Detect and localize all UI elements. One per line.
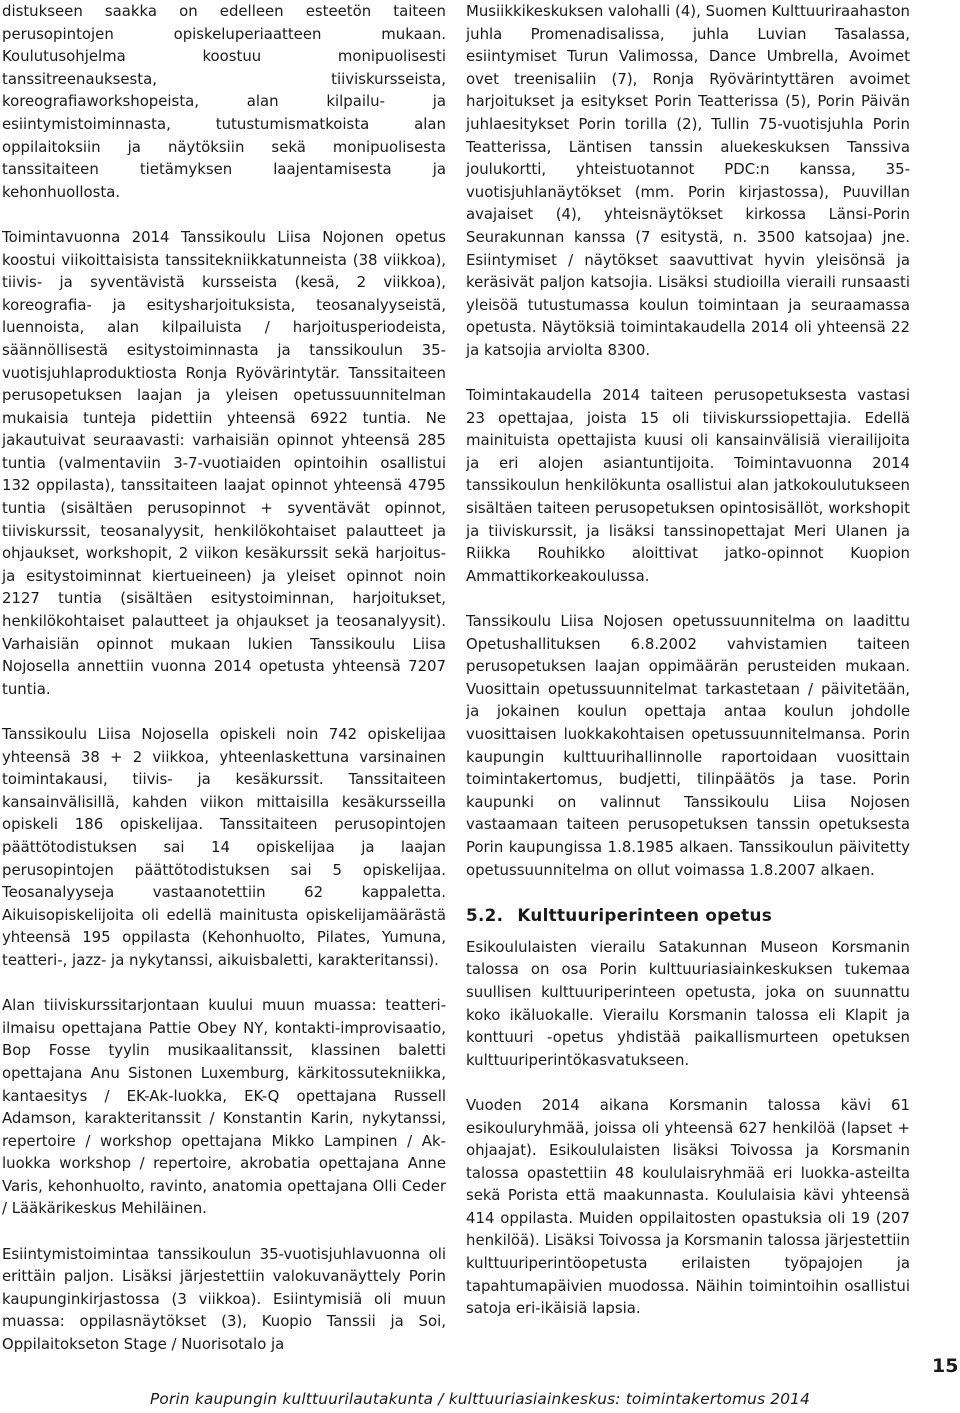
right-column: [466, 0, 910, 1320]
paragraph: distukseen saakka on edelleen esteetön taiteen perusopintojen opiskeluperiaatteen mukaan. Koulutusohjelma koostuu monipuolisesti tanssitreenauksesta, tiiviskursseista, koreografiaworkshopeista, alan kilpailu- ja esiintymistoiminnasta, tutustumismatkoista alan oppilaitoksiin ja näytöksiin sekä monipuolisesta tanssitaiteen tietämyksen laajentamisesta ja kehonhuollosta.: [2, 2, 446, 201]
page-number: 15: [932, 1355, 959, 1377]
left-column: [2, 0, 446, 1356]
paragraph: Tanssikoulu Liisa Nojosen opetussuunnitelma on laadittu Opetushallituksen 6.8.2002 vahvistamien taiteen perusopetuksen laajan oppimäärän perusteiden mukaan. Vuosittain opetussuunnitelmat tarkastetaan / päivitetään, ja jokainen koulun opettaja antaa koulun johdolle vuosittaisen luokkakohtaisen opetussuunnitelmansa. Porin kaupungin kulttuurihallinnolle raportoidaan vuosittain toimintakertomus, budjetti, tilinpäätös ja tase. Porin kaupunki on valinnut Tanssikoulu Liisa Nojosen vastaamaan taiteen perusopetuksen tanssin opetuksesta Porin kaupungissa 1.8.1985 alkaen. Tanssikoulun päivitetty opetussuunnitelma on ollut voimassa 1.8.2007 alkaen.: [466, 612, 910, 879]
page-footer: Porin kaupungin kulttuurilautakunta / kulttuuriasiainkeskus: toimintakertomus 2014: [149, 1390, 811, 1408]
paragraph: Musiikkikeskuksen valohalli (4), Suomen Kulttuuriraahaston juhla Promenadisalissa, juhla Luvian Tasalassa, esiintymiset Turun Valimossa, Dance Umbrella, Avoimet ovet treenisaliin (7), Ronja Ryövärintyttären avoimet harjoitukset ja esitykset Porin Teatterissa (5), Porin Päivän juhlaesitykset Porin torilla (2), Tullin 75-vuotisjuhla Porin Teatterissa, Läntisen tanssin aluekeskuksen Tanssiva joulukortti, yhteistuotannot PDC:n kanssa, 35-vuotisjuhlanäytökset (mm. Porin kirjastossa), Puuvillan avajaiset (4), yhteisnäytökset kirkossa Länsi-Porin Seurakunnan kanssa (7 esitystä, n. 3500 katsojaa) jne. Esiintymiset / näytökset saavuttivat hyvin yleisönsä ja keräsivät paljon katsojia. Lisäksi studioilla vieraili runsaasti yleisöä tutustumassa koulun toimintaan ja seuraamassa opetusta. Näytöksiä toimintakaudella 2014 oli yhteensä 22 ja katsojia arviolta 8300.: [466, 2, 910, 359]
paragraph: Vuoden 2014 aikana Korsmanin talossa kävi 61 esikouluryhmää, joissa oli yhteensä 627 henkilöä (lapset + ohjaajat). Esikoululaisten lisäksi Toivossa ja Korsmanin talossa opastettiin 48 koululaisryhmää eri luokka-asteilta sekä Porista että maakunnasta. Koululaisia kävi yhteensä 414 oppilasta. Muiden oppilaitosten opastuksia oli 19 (207 henkilöä). Lisäksi Toivossa ja Korsmanin talossa järjestettiin kulttuuriperintöopetusta erilaisten työpajojen ja tapahtumapäivien muodossa. Näihin toimintoihin osallistui satoja eri-ikäisiä lapsia.: [466, 1095, 910, 1318]
paragraph: Alan tiiviskurssitarjontaan kuului muun muassa: teatteri-ilmaisu opettajana Pattie Obey NY, kontakti-improvisaatio, Bop Fosse tyylin musikaalitanssit, klassinen baletti opettajana Anu Sistonen Luxemburg, kärkitossutekniikka, kantaesitys / EK-Ak-luokka, EK-Q opettajana Russell Adamson, karakteritanssit / Konstantin Karin, nykytanssi, repertoire / workshop opettajana Mikko Lampinen / Ak-luokka workshop / repertoire, akrobatia opettajana Anne Varis, kehonhuolto, ravinto, anatomia opettajana Olli Ceder / Lääkärikeskus Mehiläinen.: [2, 996, 446, 1218]
paragraph: Esiintymistoimintaa tanssikoulun 35-vuotisjuhlavuonna oli erittäin paljon. Lisäksi järjestettiin valokuvanäyttely Porin kaupunginkirjastossa (3 viikkoa). Esiintymisiä oli muun muassa: oppilasnäytökset (3), Kuopio Tanssii ja Soi, Oppilaitokseton Stage / Nuorisotalo ja: [2, 1244, 446, 1354]
section-number: 5.2.: [466, 904, 504, 925]
section-title: Kulttuuriperinteen opetus: [517, 904, 773, 925]
paragraph: Toimintavuonna 2014 Tanssikoulu Liisa Nojonen opetus koostui viikoittaisista tanssitekniikkatunneista (38 viikkoa), tiivis- ja syventävistä kursseista (kesä, 2 viikkoa), koreografia- ja esitysharjoituksista, teosanalyyseistä, luennoista, alan kilpailuista / harjoitusperiodeista, säännöllisestä esitystoiminnasta ja tanssikoulun 35-vuotisjuhlaproduktiosta Ronja Ryövärintytär. Tanssitaiteen perusopetuksen laajan ja yleisen opetussuunnitelman mukaisia tunteja pidettiin yhteensä 6922 tuntia. Ne jakautuivat seuraavasti: varhaisiän opinnot yhteensä 285 tuntia (valmentaviin 3-7-vuotiaiden opintoihin osallistui 132 oppilasta), tanssitaiteen laajat opinnot yhteensä 4795 tuntia (sisältäen perusopinnot + syventävät opinnot, tiiviskurssit, teosanalyysit, henkilökohtaiset palautteet ja ohjaukset, workshopit, 2 viikon kesäkurssit sekä harjoitus- ja esitystoiminnat kiertueineen) ja yleiset opinnot noin 2127 tuntia (sisältäen esitystoiminnan, harjoitukset, henkilökohtaiset palautteet ja ohjaukset ja teosanalyysit). Varhaisiän opinnot mukaan lukien Tanssikoulu Liisa Nojosella annettiin vuonna 2014 opetusta yhteensä 7207 tuntia.: [2, 227, 446, 698]
paragraph: Esikoululaisten vierailu Satakunnan Museon Korsmanin talossa on osa Porin kulttuuriasiainkeskuksen tukemaa suullisen kulttuuriperinteen opetusta, joka on suunnattu koko ikäluokalle. Vierailu Korsmanin talossa eli Klapit ja konttuuri -opetus yhdistää paikallismurteen opetuksen kulttuuriperintökasvatukseen.: [466, 937, 910, 1069]
paragraph: Tanssikoulu Liisa Nojosella opiskeli noin 742 opiskelijaa yhteensä 38 + 2 viikkoa, yhteenlaskettuna varsinainen toimintakausi, tiivis- ja kesäkurssit. Tanssitaiteen kansainvälisillä, kahden viikon mittaisilla kesäkursseilla opiskeli 186 opiskelijaa. Tanssitaiteen perusopintojen päättötodistuksen sai 14 opiskelijaa ja laajan perusopintojen päättötodistuksen sai 5 opiskelijaa. Teosanalyyseja vastaanotettiin 62 kappaletta. Aikuisopiskelijoita oli edellä mainitusta opiskelijamäärästä yhteensä 195 oppilasta (Kehonhuolto, Pilates, Yumuna, teatteri-, jazz- ja nykytanssi, aikuisbaletti, karakteritanssi).: [2, 725, 446, 969]
section-heading: [466, 904, 910, 926]
paragraph: Toimintakaudella 2014 taiteen perusopetuksesta vastasi 23 opettajaa, joista 15 oli tiiviskurssiopettajia. Edellä mainituista opettajista kuusi oli kansainvälisiä vierailijoita ja eri alojen asiantuntijoita. Toimintavuonna 2014 tanssikoulun henkilökunta osallistui alan jatkokoulutukseen sisältäen taiteen perusopetuksen opintosisällöt, workshopit ja tiiviskurssit, ja lisäksi tanssinopettajat Meri Ulanen ja Riikka Rouhikko aloittivat jatko-opinnot Kuopion Ammattikorkeakoulussa.: [466, 386, 910, 585]
